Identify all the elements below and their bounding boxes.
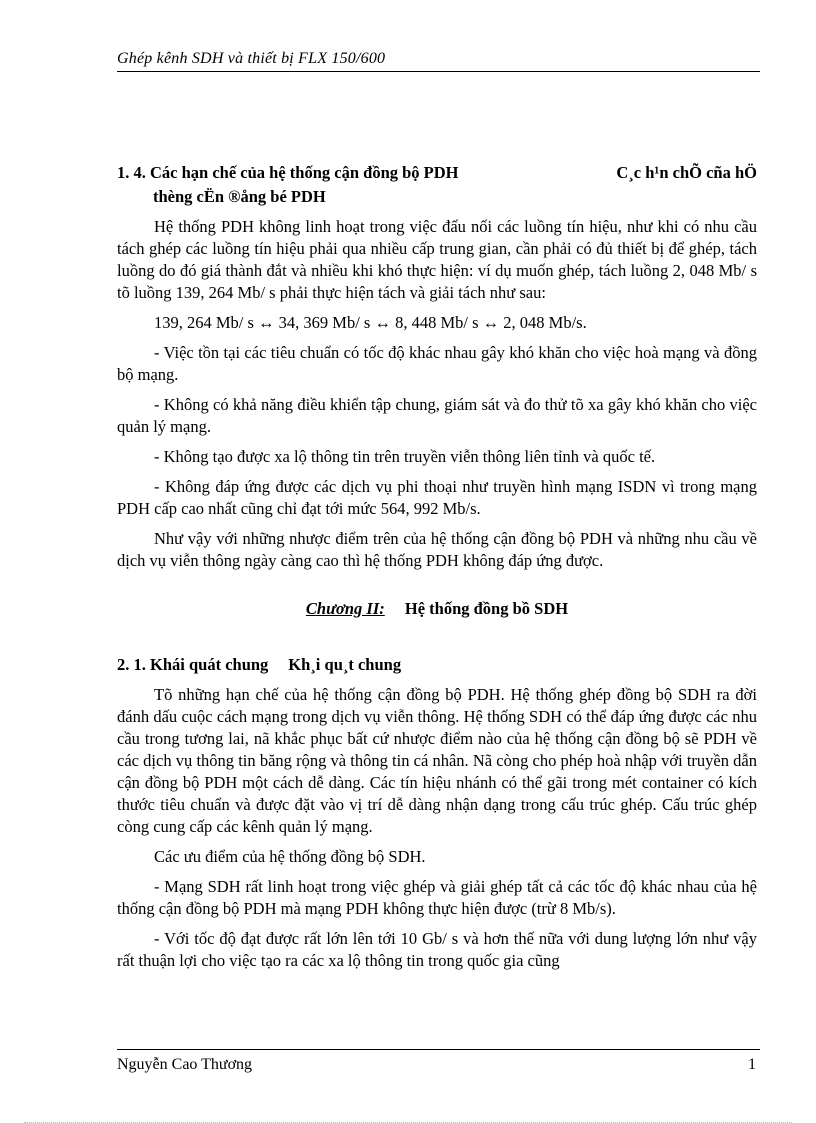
section-1-4-heading	[117, 162, 757, 184]
section-1-4-heading-continued: thèng cËn ®ång bé PDH	[153, 187, 326, 206]
paragraph: - Việc tồn tại các tiêu chuẩn có tốc độ khác nhau gây khó khăn cho việc hoà mạng và đồng bộ mạng.	[117, 343, 757, 384]
paragraph: 139, 264 Mb/ s ↔ 34, 369 Mb/ s ↔ 8, 448 Mb/ s ↔ 2, 048 Mb/s.	[154, 313, 587, 332]
footer-divider	[117, 1049, 760, 1050]
paragraph: Hệ thống PDH không linh hoạt trong việc đấu nối các luồng tín hiệu, như khi có nhu cầu tách ghép các luồng tín hiệu phải qua nhiều cấp trung gian, cần phải có đủ thiết bị để ghép, tách luồng do đó giá thành đắt và nhiều khi khó thực hiện: ví dụ muốn ghép, tách luồng 2, 048 Mb/ s tõ luồng 139, 264 Mb/ s phải thực hiện tách và giải tách như sau:	[117, 217, 757, 302]
paragraph: - Không có khả năng điều khiển tập chung, giám sát và đo thử tõ xa gây khó khăn cho việc quản lý mạng.	[117, 395, 757, 436]
section-1-4-heading-garbled: C¸c h¹n chÕ cña hÖ	[616, 163, 757, 182]
paragraph: Các ưu điểm của hệ thống đồng bộ SDH.	[154, 847, 426, 866]
document-body	[117, 162, 757, 972]
paragraph: Tõ những hạn chế của hệ thống cận đồng bộ PDH. Hệ thống ghép đồng bộ SDH ra đời đánh dấu cuộc cách mạng trong dịch vụ viễn thông. Hệ thống SDH có thể đáp ứng được các nhu cầu trong tương lai, nã khắc phục bất cứ nhược điểm nào của hệ thống cận đồng bộ sẽ PDH về các dịch vụ thông tin băng rộng và thông tin cá nhân. Nã còng cho phép hoà nhập với truyền dẫn cận đồng bộ PDH một cách dễ dàng. Các tín hiệu nhánh có thể gãi trong mét container có kích thước tiêu chuẩn và được đặt vào vị trí dễ dàng nhận dạng trong cấu trúc ghép. Cấu trúc ghép còng cung cấp các kênh quản lý mạng.	[117, 685, 757, 836]
footer-author: Nguyễn Cao Thương	[117, 1056, 253, 1073]
page-number: 1	[748, 1056, 756, 1073]
page-header-title: Ghép kênh SDH và thiết bị FLX 150/600	[117, 50, 386, 67]
header-divider	[117, 71, 760, 72]
chapter-heading	[117, 598, 757, 620]
paragraph: - Mạng SDH rất linh hoạt trong việc ghép và giải ghép tất cả các tốc độ khác nhau của hệ thống cận đồng bộ PDH mà mạng PDH không thực hiện được (trừ 8 Mb/s).	[117, 877, 757, 918]
section-2-1-heading	[117, 654, 757, 676]
paragraph: - Không đáp ứng được các dịch vụ phi thoại như truyền hình mạng ISDN vì trong mạng PDH cấp cao nhất cũng chỉ đạt tới mức 564, 992 Mb/s.	[117, 477, 757, 518]
section-1-4-heading-text: 1. 4. Các hạn chế của hệ thống cận đồng bộ PDH	[117, 163, 459, 182]
chapter-title: Hệ thống đồng bồ SDH	[404, 599, 569, 618]
section-2-1-heading-text: 2. 1. Khái quát chung	[117, 655, 269, 674]
paragraph: - Với tốc độ đạt được rất lớn lên tới 10 Gb/ s và hơn thế nữa với dung lượng lớn như vậy rất thuận lợi cho việc tạo ra các xa lộ thông tin trong quốc gia cũng	[117, 929, 757, 970]
paragraph: - Không tạo được xa lộ thông tin trên truyền viễn thông liên tỉnh và quốc tế.	[154, 447, 656, 466]
paragraph: Như vậy với những nhược điểm trên của hệ thống cận đồng bộ PDH và những nhu cầu về dịch vụ viễn thông ngày càng cao thì hệ thống PDH không đáp ứng được.	[117, 529, 757, 570]
section-2-1-heading-garbled: Kh¸i qu¸t chung	[288, 655, 402, 674]
chapter-label: Chương II:	[305, 599, 385, 618]
